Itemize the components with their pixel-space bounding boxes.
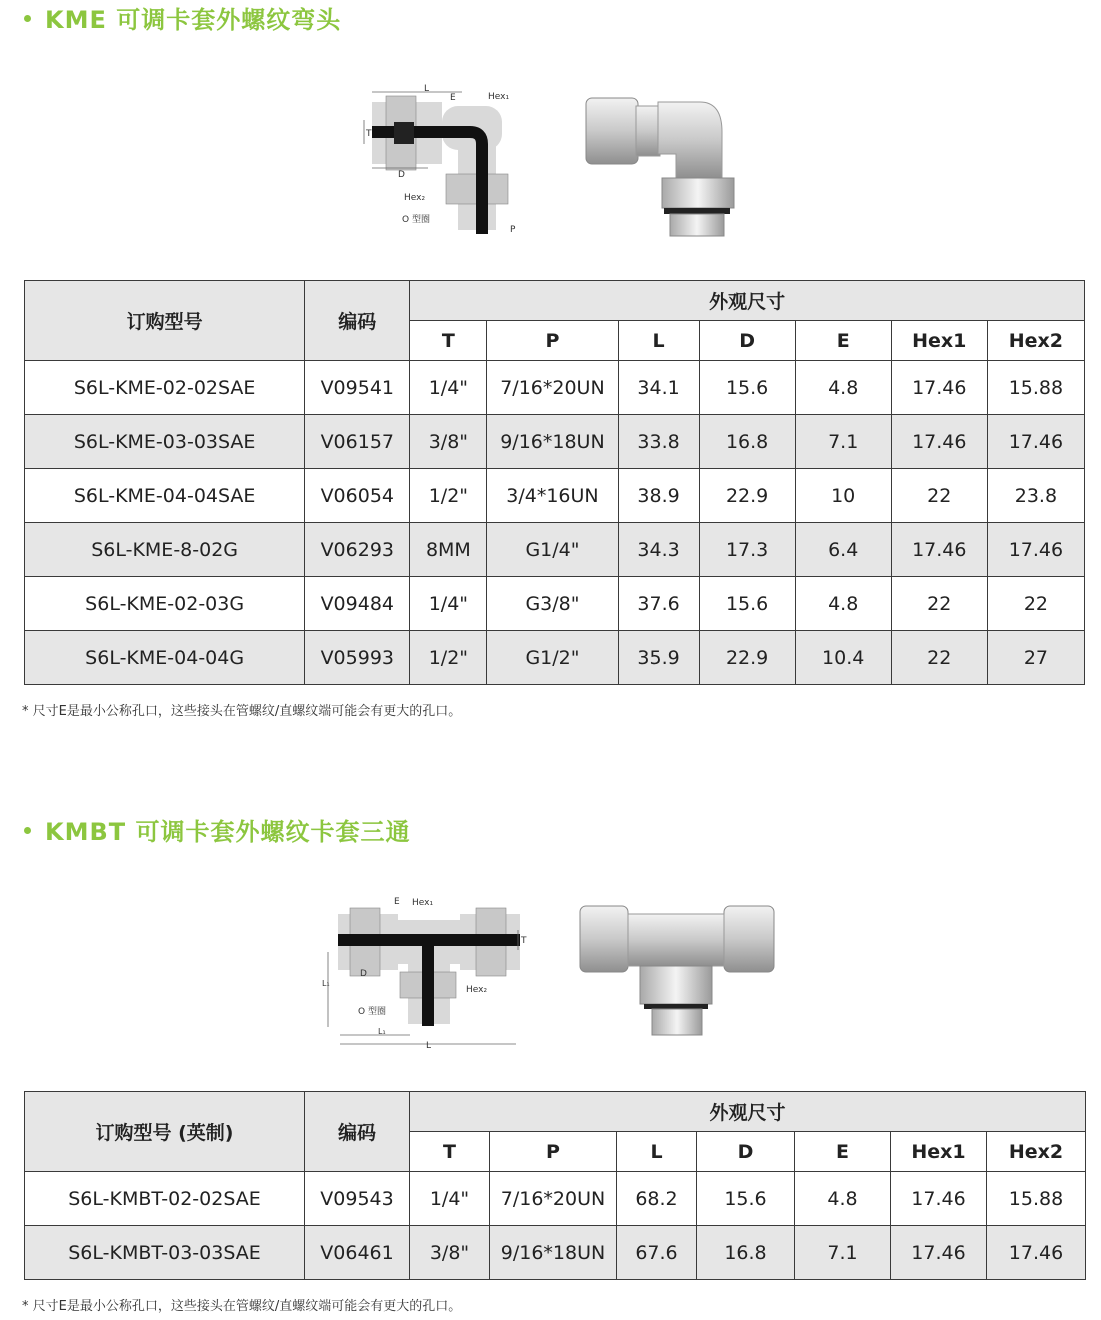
label-oring: O 型圈 [358,1007,386,1017]
cell-model: S6L-KME-03-03SAE [25,415,305,469]
label-L: L [426,1041,432,1051]
header-T: T [410,1132,490,1172]
cell-T: 3/8" [410,415,487,469]
cell-hex2: 17.46 [987,415,1084,469]
cell-P: G1/4" [487,523,618,577]
cell-hex1: 17.46 [891,1172,987,1226]
cell-code: V06054 [305,469,410,523]
cell-D: 15.6 [699,577,795,631]
cell-T: 1/4" [410,361,487,415]
cell-L: 35.9 [618,631,699,685]
cell-T: 8MM [410,523,487,577]
cell-P: 7/16*20UN [487,361,618,415]
cell-D: 15.6 [697,1172,795,1226]
cell-P: G1/2" [487,631,618,685]
cell-hex1: 17.46 [891,523,987,577]
cell-code: V05993 [305,631,410,685]
cell-model: S6L-KME-04-04G [25,631,305,685]
bullet-icon [24,827,31,834]
footnote: * 尺寸E是最小公称孔口，这些接头在管螺纹/直螺纹端可能会有更大的孔口。 [22,704,462,719]
label-L1: L₁ [322,979,330,988]
label-L1b: L₁ [378,1027,386,1036]
cell-code: V09484 [305,577,410,631]
cell-P: 7/16*20UN [490,1172,617,1226]
cell-D: 15.6 [699,361,795,415]
cell-model: S6L-KME-02-03G [25,577,305,631]
table-row [25,469,1085,523]
cell-T: 1/2" [410,631,487,685]
cell-L: 37.6 [618,577,699,631]
kmbt-product-image [578,902,778,1040]
cell-P: 9/16*18UN [490,1226,617,1280]
header-P: P [490,1132,617,1172]
header-dimensions: 外观尺寸 [410,1092,1086,1132]
cell-model: S6L-KME-02-02SAE [25,361,305,415]
cell-T: 1/2" [410,469,487,523]
cell-E: 7.1 [795,415,891,469]
cell-model: S6L-KME-04-04SAE [25,469,305,523]
cell-L: 67.6 [617,1226,697,1280]
cell-model: S6L-KMBT-03-03SAE [25,1226,305,1280]
header-L: L [617,1132,697,1172]
cell-E: 6.4 [795,523,891,577]
header-hex2: Hex2 [987,321,1084,361]
cell-hex2: 15.88 [987,1172,1086,1226]
cell-P: G3/8" [487,577,618,631]
header-E: E [795,1132,891,1172]
table-row [25,1226,1086,1280]
label-T: T [521,936,527,946]
cell-code: V06293 [305,523,410,577]
cell-L: 38.9 [618,469,699,523]
label-T: T [366,129,372,139]
cell-D: 22.9 [699,469,795,523]
cell-E: 7.1 [795,1226,891,1280]
label-L: L [424,84,430,94]
header-hex1: Hex1 [891,321,987,361]
cell-hex2: 23.8 [987,469,1084,523]
table-row [25,631,1085,685]
footnote: * 尺寸E是最小公称孔口，这些接头在管螺纹/直螺纹端可能会有更大的孔口。 [22,1299,462,1314]
cell-code: V06157 [305,415,410,469]
cell-hex2: 17.46 [987,1226,1086,1280]
label-D: D [360,969,367,979]
header-hex1: Hex1 [891,1132,987,1172]
cell-hex1: 17.46 [891,1226,987,1280]
cell-hex2: 15.88 [987,361,1084,415]
cell-T: 3/8" [410,1226,490,1280]
cell-P: 9/16*18UN [487,415,618,469]
table-row [25,415,1085,469]
cell-P: 3/4*16UN [487,469,618,523]
cell-D: 16.8 [699,415,795,469]
table-row [25,523,1085,577]
cell-D: 16.8 [697,1226,795,1280]
header-code: 编码 [305,281,410,361]
label-oring: O 型圈 [402,215,430,225]
cell-model: S6L-KMBT-02-02SAE [25,1172,305,1226]
cell-T: 1/4" [410,1172,490,1226]
kmbt-spec-table [24,1091,1086,1280]
cell-hex1: 22 [891,469,987,523]
header-hex2: Hex2 [987,1132,1086,1172]
cell-E: 10 [795,469,891,523]
cell-D: 22.9 [699,631,795,685]
header-order-code: 订购型号 [25,281,305,361]
header-code: 编码 [305,1092,410,1172]
header-order-code: 订购型号 (英制) [25,1092,305,1172]
section-title-kme: KME 可调卡套外螺纹弯头 [24,0,341,35]
cell-hex1: 22 [891,631,987,685]
cell-T: 1/4" [410,577,487,631]
kmbt-technical-drawing [320,892,530,1052]
cell-hex2: 22 [987,577,1084,631]
cell-code: V09541 [305,361,410,415]
header-E: E [795,321,891,361]
cell-L: 34.3 [618,523,699,577]
table-row [25,1172,1086,1226]
bullet-icon [24,15,31,22]
cell-hex1: 17.46 [891,415,987,469]
cell-hex2: 17.46 [987,523,1084,577]
section-title-kmbt: KMBT 可调卡套外螺纹卡套三通 [24,812,411,847]
kme-technical-drawing [358,82,528,242]
cell-E: 10.4 [795,631,891,685]
label-hex2: Hex₂ [466,985,488,995]
label-E: E [394,897,400,907]
label-P: P [510,225,516,235]
label-hex2: Hex₂ [404,193,426,203]
header-D: D [697,1132,795,1172]
cell-L: 68.2 [617,1172,697,1226]
cell-E: 4.8 [795,577,891,631]
header-dimensions: 外观尺寸 [410,281,1085,321]
header-D: D [699,321,795,361]
kme-product-image [580,92,740,242]
cell-code: V06461 [305,1226,410,1280]
kme-spec-table [24,280,1085,685]
table-row [25,361,1085,415]
cell-E: 4.8 [795,361,891,415]
cell-L: 33.8 [618,415,699,469]
cell-code: V09543 [305,1172,410,1226]
label-hex1: Hex₁ [412,898,434,908]
cell-D: 17.3 [699,523,795,577]
cell-hex1: 17.46 [891,361,987,415]
cell-hex2: 27 [987,631,1084,685]
label-E: E [450,93,456,103]
header-L: L [618,321,699,361]
header-T: T [410,321,487,361]
table-row [25,577,1085,631]
cell-E: 4.8 [795,1172,891,1226]
label-hex1: Hex₁ [488,92,510,102]
header-P: P [487,321,618,361]
cell-hex1: 22 [891,577,987,631]
label-D: D [398,170,405,180]
cell-L: 34.1 [618,361,699,415]
cell-model: S6L-KME-8-02G [25,523,305,577]
